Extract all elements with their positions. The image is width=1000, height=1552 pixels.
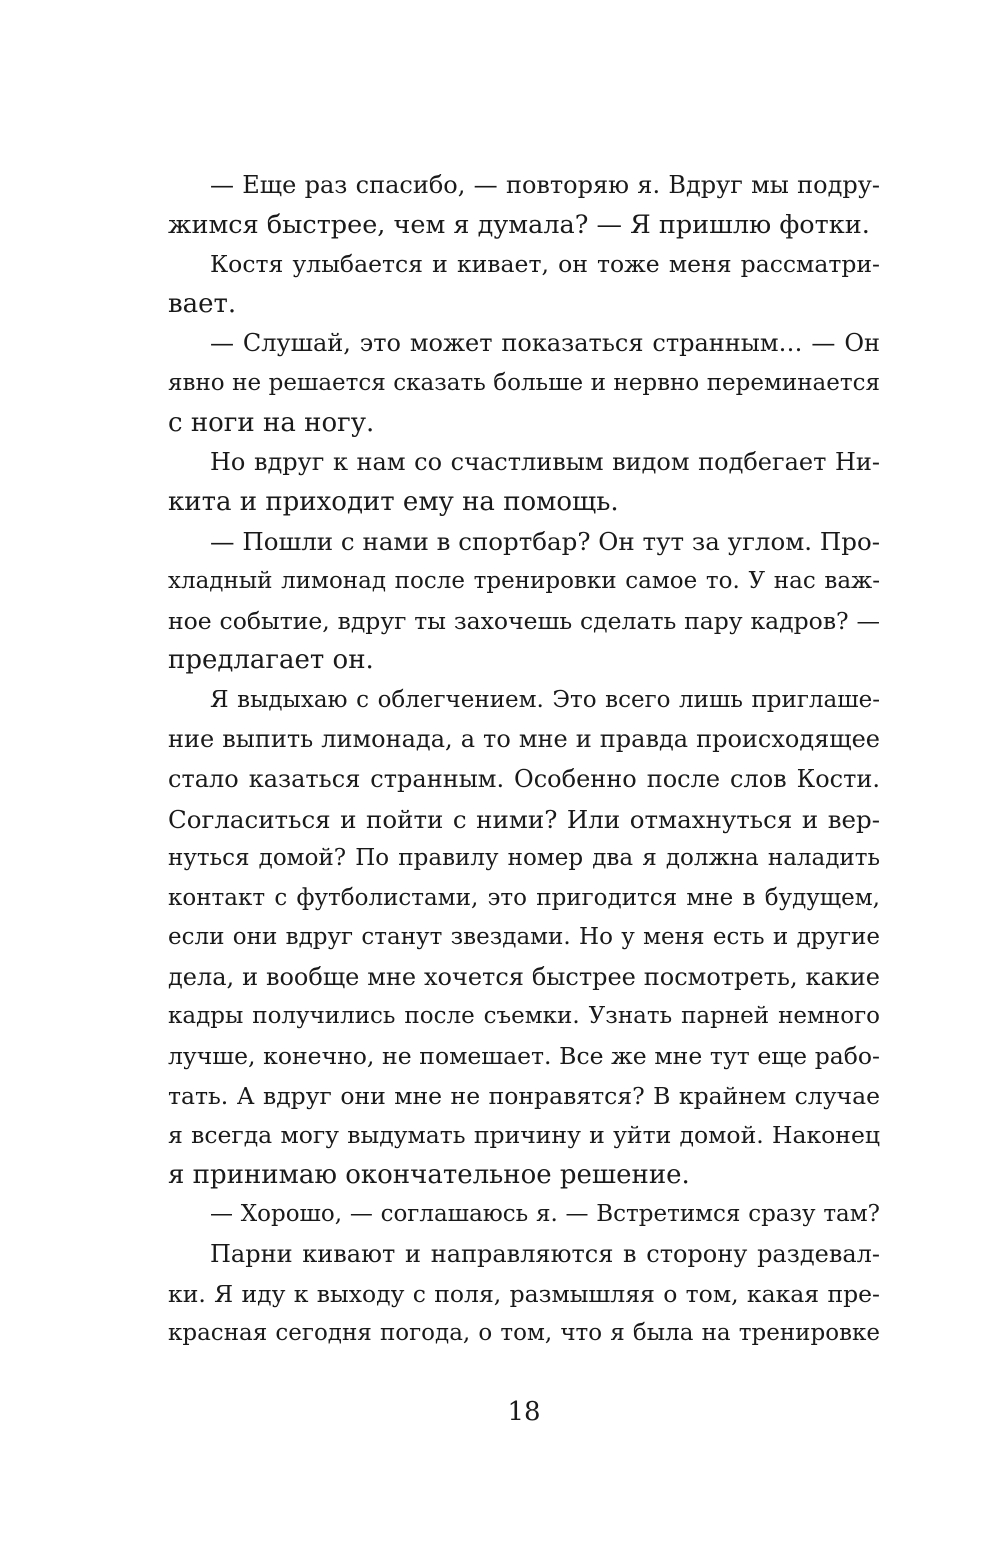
- text-line: хладный лимонад после тренировки самое то. У нас важ-: [168, 567, 880, 594]
- text-line: — Еще раз спасибо, — повторяю я. Вдруг мы подру-: [210, 171, 880, 199]
- text-line: контакт с футболистами, это пригодится мне в будущем,: [168, 884, 880, 911]
- text-line: ное событие, вдруг ты захочешь сделать пару кадров? —: [168, 606, 880, 635]
- text-line: нуться домой? По правилу номер два я должна наладить: [168, 845, 880, 872]
- text-line: — Слушай, это может показаться странным… — Он: [210, 329, 880, 358]
- text-line: красная сегодня погода, о том, что я была на тренировке: [168, 1320, 880, 1347]
- text-line: вает.: [168, 288, 237, 319]
- text-line: с ноги на ногу.: [168, 407, 375, 438]
- text-line: тать. А вдруг они мне не понравятся? В крайнем случае: [168, 1081, 880, 1110]
- text-line: Согласиться и пойти с ними? Или отмахнуться и вер-: [168, 804, 880, 834]
- book-page: [168, 0, 880, 1552]
- text-line: Костя улыбается и кивает, он тоже меня рассматри-: [210, 250, 880, 279]
- text-line: Но вдруг к нам со счастливым видом подбегает Ни-: [210, 448, 880, 477]
- text-line: жимся быстрее, чем я думала? — Я пришлю фотки.: [168, 209, 870, 240]
- text-line: я принимаю окончательное решение.: [168, 1159, 690, 1190]
- text-line: — Хорошо, — соглашаюсь я. — Встретимся сразу там?: [210, 1201, 880, 1228]
- text-line: ки. Я иду к выходу с поля, размышляя о том, какая пре-: [168, 1279, 880, 1308]
- text-line: Я выдыхаю с облегчением. Это всего лишь приглаше-: [210, 686, 880, 713]
- text-line: дела, и вообще мне хочется быстрее посмотреть, какие: [168, 962, 880, 991]
- text-line: ние выпить лимонада, а то мне и правда происходящее: [168, 725, 880, 754]
- text-line: кадры получились после съемки. Узнать парней немного: [168, 1003, 880, 1030]
- text-line: явно не решается сказать больше и нервно переминается: [168, 369, 880, 396]
- text-line: предлагает он.: [168, 645, 374, 676]
- text-line: если они вдруг станут звездами. Но у меня есть и другие: [168, 924, 880, 951]
- body-text: [168, 166, 880, 1354]
- text-line: стало казаться странным. Особенно после слов Кости.: [168, 764, 880, 793]
- page-number: 18: [507, 1397, 541, 1427]
- text-line: лучше, конечно, не помешает. Все же мне тут еще рабо-: [168, 1042, 880, 1071]
- text-line: кита и приходит ему на помощь.: [168, 486, 619, 517]
- text-line: — Пошли с нами в спортбар? Он тут за углом. Про-: [210, 527, 880, 557]
- text-line: я всегда могу выдумать причину и уйти домой. Наконец: [168, 1121, 880, 1150]
- text-line: Парни кивают и направляются в сторону раздевал-: [210, 1240, 880, 1269]
